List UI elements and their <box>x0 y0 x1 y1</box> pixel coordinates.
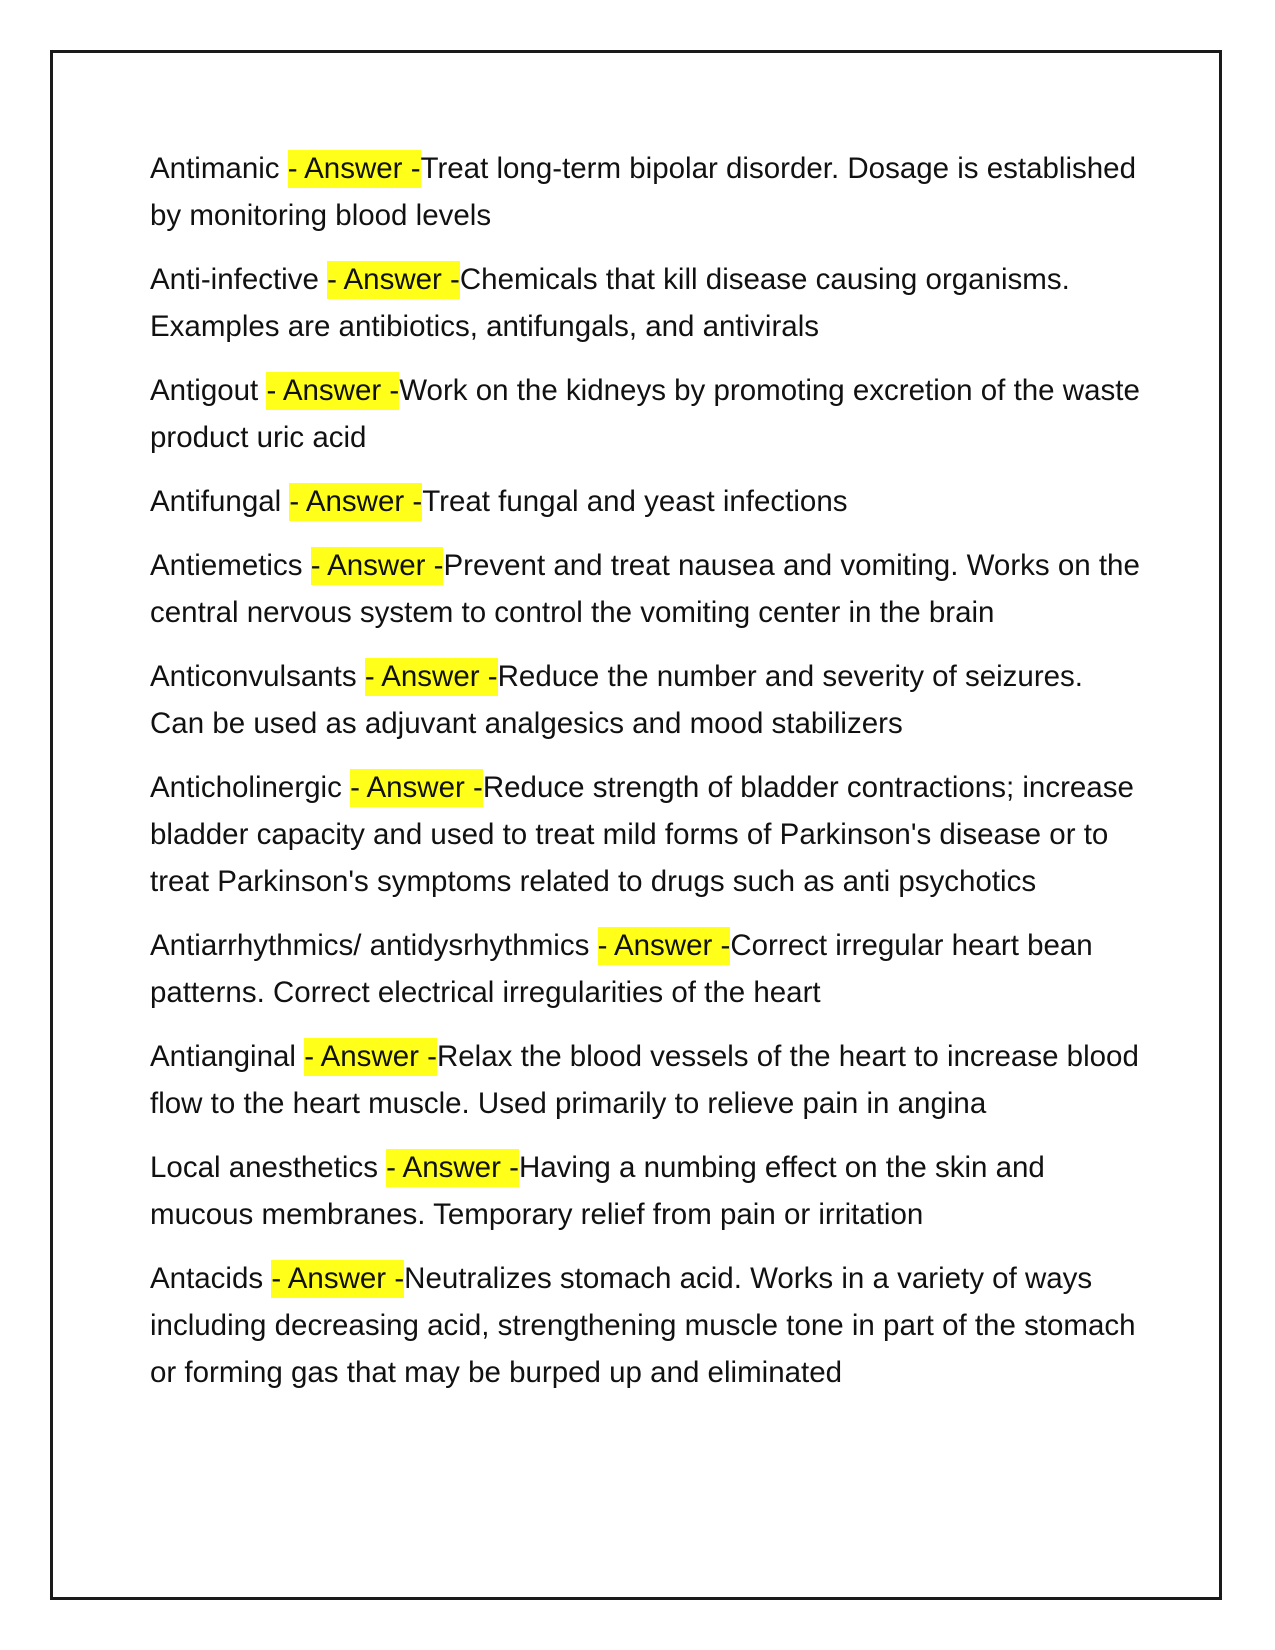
entry-term: Antianginal <box>150 1040 296 1073</box>
entry-term: Antimanic <box>150 152 280 185</box>
answer-highlight: - Answer - <box>289 483 422 521</box>
answer-highlight: - Answer - <box>365 658 498 696</box>
entry-definition: Treat long-term bipolar disorder. Dosage is established by monitoring blood levels <box>150 152 1136 232</box>
answer-highlight: - Answer - <box>288 150 421 188</box>
entry-antimanic <box>150 145 1140 239</box>
answer-highlight: - Answer - <box>311 547 444 585</box>
entry-definition: Chemicals that kill disease causing organisms. Examples are antibiotics, antifungals, and antivirals <box>150 263 1070 343</box>
entry-definition: Treat fungal and yeast infections <box>422 485 848 518</box>
entry-term: Local anesthetics <box>150 1151 378 1184</box>
entry-definition: Reduce the number and severity of seizures. Can be used as adjuvant analgesics and mood stabilizers <box>150 660 1083 740</box>
entry-antacids <box>150 1255 1140 1396</box>
entry-definition: Relax the blood vessels of the heart to increase blood flow to the heart muscle. Used primarily to relieve pain in angina <box>150 1040 1139 1120</box>
entry-definition: Prevent and treat nausea and vomiting. Works on the central nervous system to control the vomiting center in the brain <box>150 549 1140 629</box>
answer-highlight: - Answer - <box>327 261 460 299</box>
answer-highlight: - Answer - <box>350 769 483 807</box>
entry-term: Antiemetics <box>150 549 303 582</box>
entry-term: Anti-infective <box>150 263 319 296</box>
entry-antiemetics <box>150 542 1140 636</box>
answer-highlight: - Answer - <box>386 1149 519 1187</box>
entry-anti-infective <box>150 256 1140 350</box>
entry-definition: Work on the kidneys by promoting excretion of the waste product uric acid <box>150 374 1140 454</box>
entry-antifungal <box>150 478 1140 525</box>
entry-term: Anticonvulsants <box>150 660 357 693</box>
flashcard-list <box>150 145 1140 1413</box>
entry-antigout <box>150 367 1140 461</box>
entry-term: Antacids <box>150 1262 264 1295</box>
entry-definition: Reduce strength of bladder contractions; increase bladder capacity and used to treat mild forms of Parkinson's disease or to treat Parkinson's symptoms related to drugs such as anti psychotics <box>150 771 1134 898</box>
entry-anticholinergic <box>150 764 1140 905</box>
answer-highlight: - Answer - <box>304 1038 437 1076</box>
entry-term: Antigout <box>150 374 259 407</box>
entry-anticonvulsants <box>150 653 1140 747</box>
entry-definition: Correct irregular heart bean patterns. Correct electrical irregularities of the heart <box>150 929 1093 1009</box>
entry-term: Anticholinergic <box>150 771 342 804</box>
entry-term: Antifungal <box>150 485 282 518</box>
entry-antiarrhythmics <box>150 922 1140 1016</box>
entry-local-anesthetics <box>150 1144 1140 1238</box>
entry-definition: Having a numbing effect on the skin and mucous membranes. Temporary relief from pain or irritation <box>150 1151 1045 1231</box>
entry-definition: Neutralizes stomach acid. Works in a variety of ways including decreasing acid, strengthening muscle tone in part of the stomach or forming gas that may be burped up and eliminated <box>150 1262 1136 1389</box>
entry-antianginal <box>150 1033 1140 1127</box>
answer-highlight: - Answer - <box>271 1260 404 1298</box>
entry-term: Antiarrhythmics/ antidysrhythmics <box>150 929 590 962</box>
answer-highlight: - Answer - <box>598 927 731 965</box>
answer-highlight: - Answer - <box>266 372 399 410</box>
